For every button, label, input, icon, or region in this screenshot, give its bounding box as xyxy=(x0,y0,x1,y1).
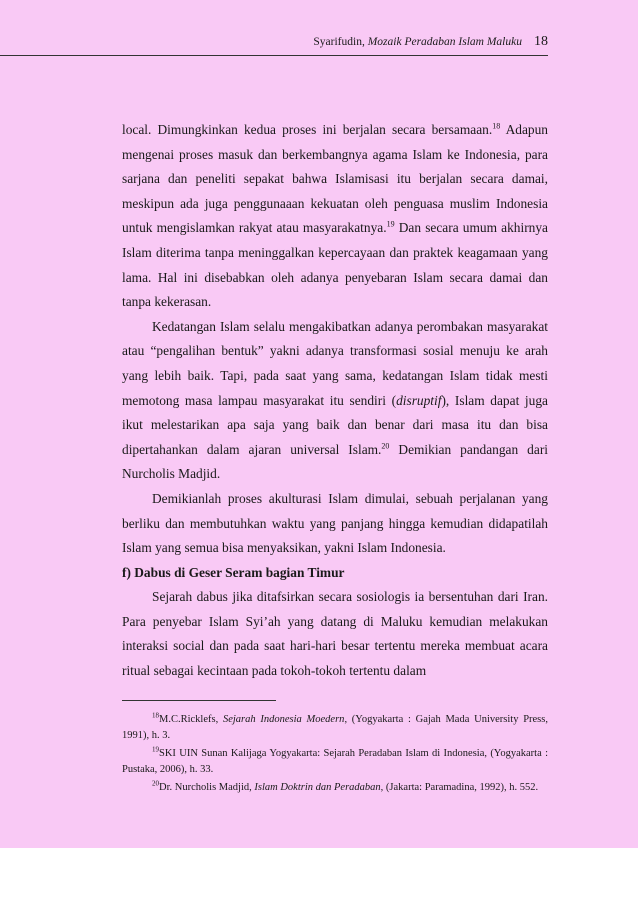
footnotes xyxy=(122,712,548,799)
footnote-num-19: 19 xyxy=(152,745,159,754)
section-subheading: f) Dabus di Geser Seram bagian Timur xyxy=(122,564,345,580)
paragraph-1-text-c: Dan secara umum akhirnya Islam diterima tanpa meninggalkan kepercayaan dan praktek keagamaan yang lama. Hal ini disebabkan oleh adanya penyebaran Islam secara damai dan tanpa kekerasan. xyxy=(122,220,548,310)
paragraph-1 xyxy=(122,118,548,315)
footnote-18-text-b: , (Yogyakarta : Gajah Mada University Press, 1991), h. 3. xyxy=(122,714,548,741)
footnote-ref-19[interactable]: 19 xyxy=(386,219,395,229)
footnote-20-text-a: Dr. Nurcholis Madjid, xyxy=(159,782,255,794)
paragraph-2-text-a: Kedatangan Islam selalu mengakibatkan adanya perombakan masyarakat atau “pengalihan bentuk” yakni adanya transformasi sosial menuju ke arah yang lebih baik. Tapi, pada saat yang sama, kedatangan Islam tidak mesti memotong masa lampau masyarakat itu sendiri ( xyxy=(122,318,548,408)
footnote-num-18: 18 xyxy=(152,711,159,720)
footnote-rule xyxy=(122,700,276,701)
footnote-18-text-a: M.C.Ricklefs, xyxy=(159,714,223,725)
footnote-ref-20[interactable]: 20 xyxy=(381,441,390,451)
header-book-title: Mozaik Peradaban Islam Maluku xyxy=(367,36,522,48)
paragraph-2 xyxy=(122,315,548,487)
paragraph-1-text-a: local. Dimungkinkan kedua proses ini berjalan secara bersamaan. xyxy=(122,122,493,137)
footnote-num-20: 20 xyxy=(152,779,159,788)
footnote-18 xyxy=(122,712,548,743)
page-number: 18 xyxy=(534,34,548,49)
header-rule xyxy=(0,55,548,56)
paragraph-3: Demikianlah proses akulturasi Islam dimulai, sebuah perjalanan yang berliku dan membutuhkan waktu yang panjang hingga kemudian didapatilah Islam yang semua bisa menyaksikan, yakni Islam Indonesia. xyxy=(122,490,548,556)
footnote-ref-18[interactable]: 18 xyxy=(492,121,501,131)
footnote-20-italic: Islam Doktrin dan Peradaban, xyxy=(254,782,384,794)
body-text xyxy=(122,118,548,684)
header-author: Syarifudin, xyxy=(313,36,368,48)
footnote-19-text-a: SKI UIN Sunan Kalijaga Yogyakarta: Sejarah Peradaban Islam di Indonesia, (Yogyakarta : Pustaka, 2006), h. 33. xyxy=(122,748,548,775)
footnote-19 xyxy=(122,746,548,777)
running-header xyxy=(0,34,548,50)
paragraph-2-text-b: ), Islam dapat juga ikut melestarikan apa saja yang baik dan benar dari masa itu dan bisa dipertahankan dalam ajaran universal Islam. xyxy=(122,392,548,457)
footnote-20 xyxy=(122,780,548,796)
paragraph-2-italic: disruptif xyxy=(396,392,442,408)
paragraph-1-text-b: Adapun mengenai proses masuk dan berkembangnya agama Islam ke Indonesia, para sarjana dan peneliti sepakat bahwa Islamisasi itu berjalan secara damai, meskipun ada juga penggunaaan kekuatan oleh penguasa muslim Indonesia untuk mengislamkan rakyat atau masyarakatnya. xyxy=(122,122,548,236)
footnote-18-italic: Sejarah Indonesia Moedern xyxy=(222,714,345,725)
paragraph-2-text-c: Demikian pandangan dari Nurcholis Madjid. xyxy=(122,441,548,482)
paragraph-4: Sejarah dabus jika ditafsirkan secara sosiologis ia bersentuhan dari Iran. Para penyebar Islam Syi’ah yang datang di Maluku kemudian melakukan interaksi social dan pada saat hari-hari besar tertentu mereka membuat acara ritual sebagai kecintaan pada tokoh-tokoh tertentu dalam xyxy=(122,589,548,679)
footnote-20-text-b: (Jakarta: Paramadina, 1992), h. 552. xyxy=(383,782,539,794)
